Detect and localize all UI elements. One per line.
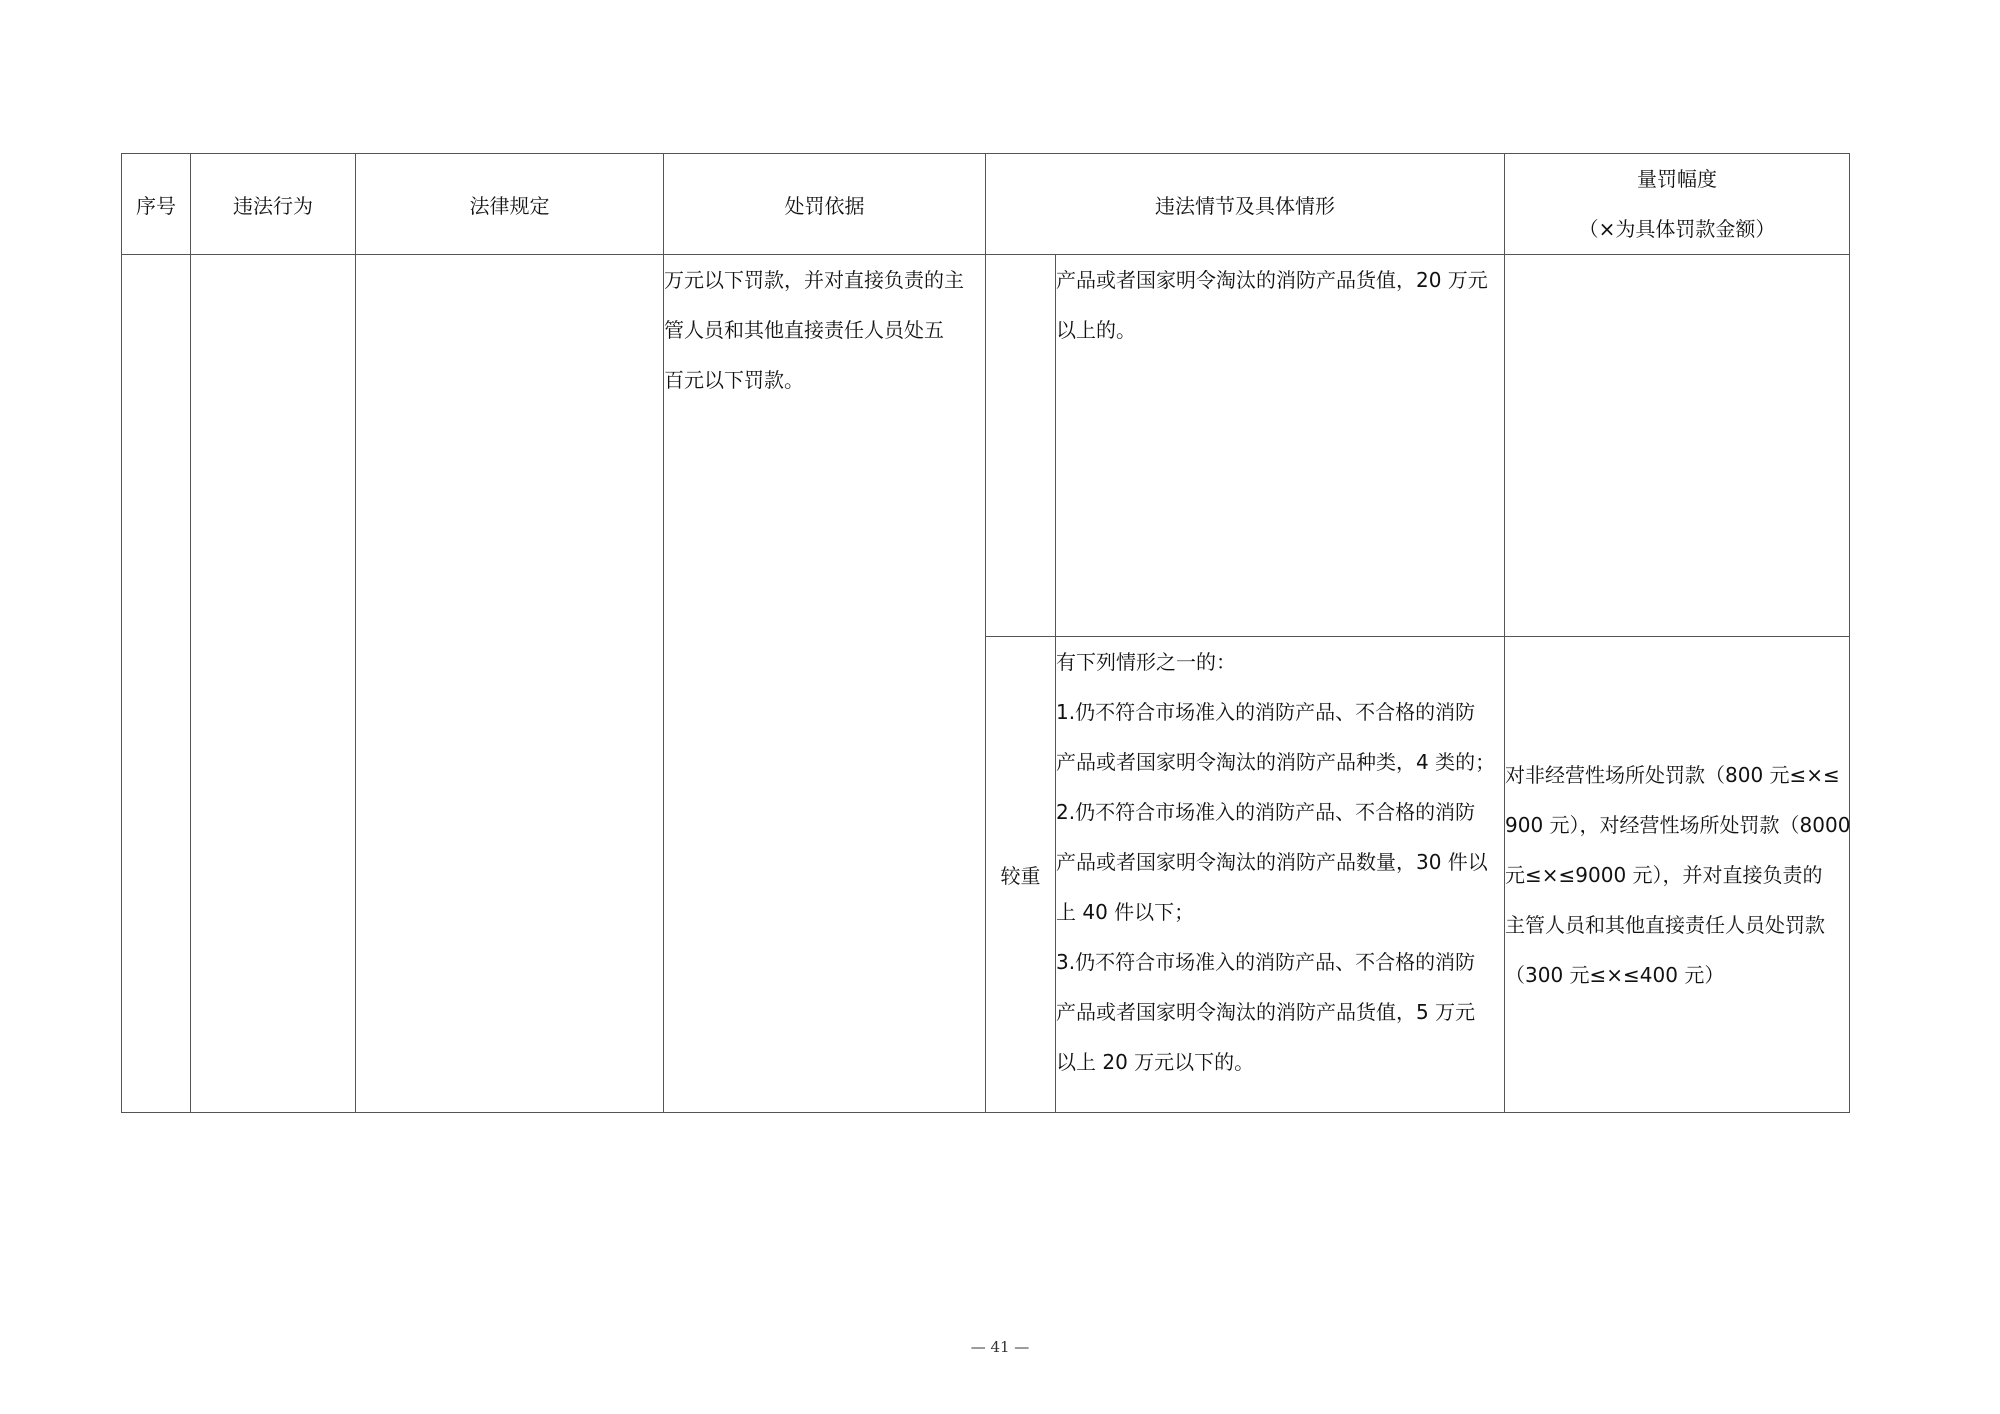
range-cell xyxy=(1505,255,1850,637)
behavior-cell xyxy=(191,255,356,1113)
header-row xyxy=(122,154,1850,255)
page-number: — 41 — xyxy=(970,1338,1030,1356)
level-cell xyxy=(986,255,1056,637)
seq-cell xyxy=(122,255,191,1113)
header-basis: 处罚依据 xyxy=(664,154,986,255)
header-seq: 序号 xyxy=(122,154,191,255)
header-law: 法律规定 xyxy=(356,154,664,255)
header-range xyxy=(1505,154,1850,255)
header-range-title: 量罚幅度 xyxy=(1637,167,1717,191)
law-cell xyxy=(356,255,664,1113)
header-behavior: 违法行为 xyxy=(191,154,356,255)
range-cell: 对非经营性场所处罚款（800 元≤×≤ 900 元），对经营性场所处罚款（8000 元≤×≤9000 元），并对直接负责的 主管人员和其他直接责任人员处罚款 （300 元≤×≤400 元） xyxy=(1505,637,1850,1113)
table-row xyxy=(122,255,1850,637)
level-cell: 较重 xyxy=(986,637,1056,1113)
detail-cell: 产品或者国家明令淘汰的消防产品货值，20 万元 以上的。 xyxy=(1056,255,1505,637)
basis-cell: 万元以下罚款，并对直接负责的主 管人员和其他直接责任人员处五 百元以下罚款。 xyxy=(664,255,986,1113)
header-range-note: （×为具体罚款金额） xyxy=(1578,217,1776,241)
detail-cell: 有下列情形之一的： 1.仍不符合市场准入的消防产品、不合格的消防 产品或者国家明令淘汰的消防产品种类，4 类的； 2.仍不符合市场准入的消防产品、不合格的消防 产品或者国家明令淘汰的消防产品数量，30 件以 上 40 件以下； 3.仍不符合市场准入的消防产品、不合格的消防 产品或者国家明令淘汰的消防产品货值，5 万元 以上 20 万元以下的。 xyxy=(1056,637,1505,1113)
penalty-table xyxy=(121,153,1850,1113)
header-circumstance: 违法情节及具体情形 xyxy=(986,154,1505,255)
